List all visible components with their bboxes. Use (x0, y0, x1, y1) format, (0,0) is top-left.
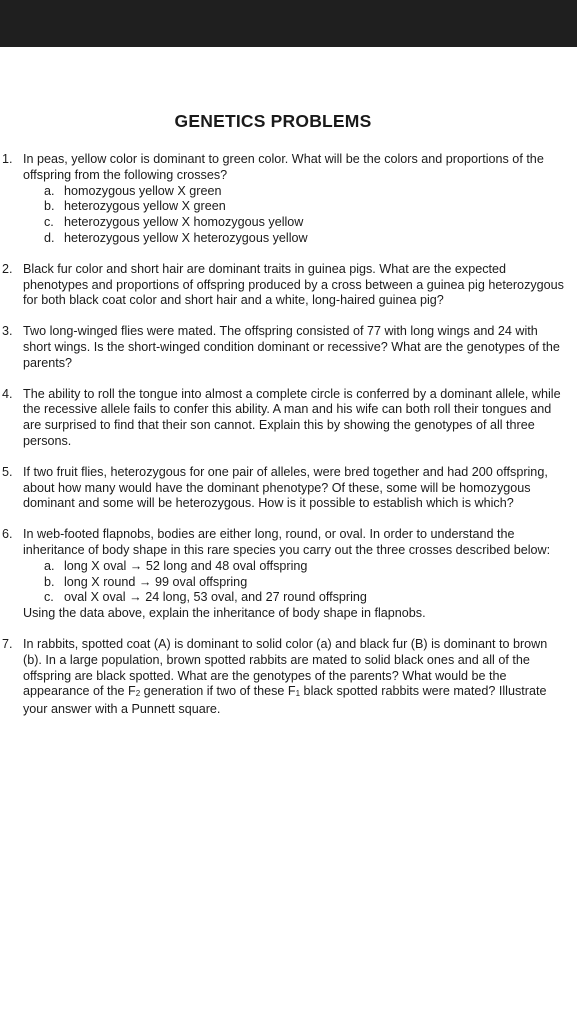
sub-question-letter: a. (44, 558, 55, 573)
problem-closing-text: Using the data above, explain the inheritance of body shape in flapnobs. (23, 606, 426, 621)
sub-question (23, 590, 569, 606)
sub-question-text: heterozygous yellow X homozygous yellow (64, 215, 304, 230)
problem-number: 6. (2, 527, 13, 542)
problem-number: 5. (2, 464, 13, 479)
sub-question-letter: b. (44, 574, 55, 589)
problem-text: Black fur color and short hair are dominant traits in guinea pigs. What are the expected phenotypes and proportions of offspring produced by a cross between a guinea pig heterozygous for both black coat color and short hair and a white, long-haired guinea pig? (23, 261, 564, 308)
sub-question-letter: c. (44, 215, 54, 230)
problem-number: 2. (2, 261, 13, 276)
problem-2 (0, 262, 577, 309)
problem-text-part: generation if two of these F (140, 684, 296, 699)
document-page (0, 47, 577, 1024)
sub-question-letter: b. (44, 199, 55, 214)
problem-list (0, 152, 577, 733)
sub-question-list (23, 559, 569, 606)
problem-text: If two fruit flies, heterozygous for one pair of alleles, were bred together and had 200 offspring, about how many would have the dominant phenotype? Of these, some will be homozygous dominant and some will be heterozygous. How is it possible to establish which is which? (23, 464, 548, 511)
problem-number: 4. (2, 386, 13, 401)
sub-question-letter: c. (44, 590, 54, 605)
sub-question-text: oval X oval → 24 long, 53 oval, and 27 round offspring (64, 590, 367, 605)
problem-number: 1. (2, 152, 13, 166)
problem-text-part: black spotted rabbits were mated? Illustrate your answer with a Punnett square. (23, 684, 547, 717)
problem-6 (0, 527, 577, 622)
subscript-1: 1 (295, 689, 301, 699)
sub-question-text: long X round → 99 oval offspring (64, 574, 248, 589)
document-title: GENETICS PROBLEMS (174, 111, 372, 131)
sub-question-list (23, 184, 569, 247)
subscript-2: 2 (135, 689, 141, 699)
problem-5 (0, 465, 577, 512)
problem-text: In peas, yellow color is dominant to green color. What will be the colors and proportions of the offspring from the following crosses? (23, 152, 544, 182)
problem-text (23, 637, 569, 718)
sub-question (23, 231, 569, 247)
problem-4 (0, 387, 577, 450)
sub-question-text: long X oval → 52 long and 48 oval offspring (64, 558, 308, 573)
problem-text: In web-footed flapnobs, bodies are either long, round, or oval. In order to understand the inheritance of body shape in this rare species you carry out the three crosses described below: (23, 527, 551, 557)
sub-question-text: heterozygous yellow X heterozygous yellow (64, 230, 308, 245)
problem-text: The ability to roll the tongue into almost a complete circle is conferred by a dominant allele, while the recessive allele fails to confer this ability. A man and his wife can both roll their tongues and are surprised to find that their son cannot. Explain this by showing the genotypes of all three persons. (23, 386, 561, 448)
sub-question-letter: d. (44, 230, 55, 245)
problem-1 (0, 152, 577, 247)
sub-question (23, 199, 569, 215)
problem-number: 3. (2, 324, 13, 339)
sub-question-letter: a. (44, 183, 55, 198)
sub-question (23, 575, 569, 591)
problem-7 (0, 637, 577, 718)
problem-text-part: In rabbits, spotted coat (A) is dominant to solid color (a) and black fur (B) is dominant to brown (b). In a large population, brown spotted rabbits are mated to solid black ones and all of the offspring are black spotted. What are the genotypes of the parents? What would be the appearance of the F (23, 636, 548, 699)
sub-question (23, 184, 569, 200)
sub-question-text: homozygous yellow X green (64, 183, 222, 198)
sub-question (23, 559, 569, 575)
problem-number: 7. (2, 636, 13, 651)
sub-question (23, 215, 569, 231)
problem-3 (0, 324, 577, 371)
top-bar (0, 0, 577, 47)
sub-question-text: heterozygous yellow X green (64, 199, 226, 214)
problem-text: Two long-winged flies were mated. The offspring consisted of 77 with long wings and 24 with short wings. Is the short-winged condition dominant or recessive? What are the genotypes of the parents? (23, 324, 560, 370)
